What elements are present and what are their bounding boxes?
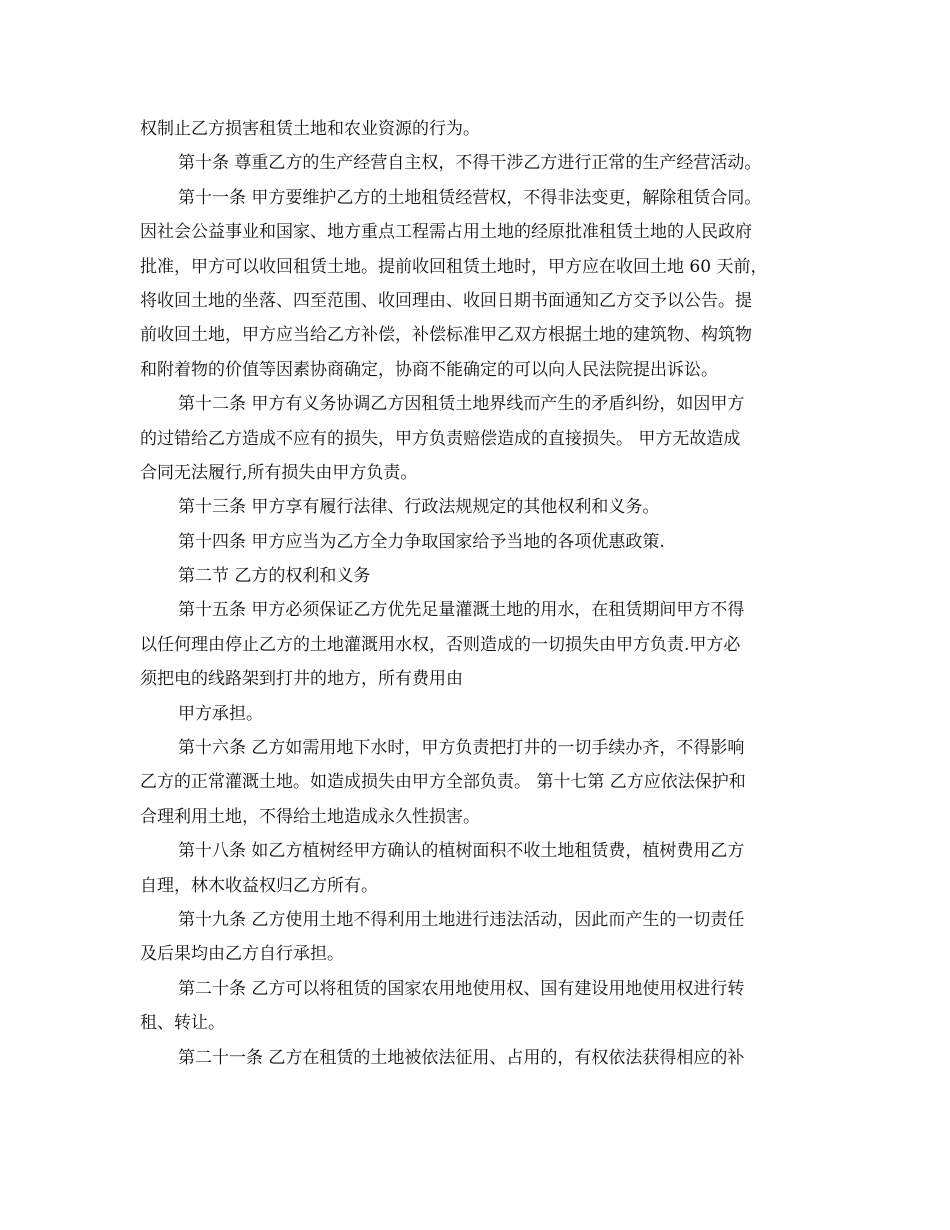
text-line: 将收回土地的坐落、四至范围、收回理由、收回日期书面通知乙方交予以公告。提 — [140, 290, 752, 311]
text-line: 甲方承担。 — [178, 703, 263, 724]
text-line: 权制止乙方损害租赁土地和农业资源的行为。 — [140, 119, 480, 139]
text-line: 第十条 尊重乙方的生产经营自主权，不得干涉乙方进行正常的生产经营活动。 — [178, 153, 762, 174]
text-line: 和附着物的价值等因素协商确定，协商不能确定的可以向人民法院提出诉讼。 — [140, 359, 718, 380]
text-line: 租、转让。 — [140, 1013, 225, 1034]
text-line: 第十六条 乙方如需用地下水时，甲方负责把打井的一切手续办齐，不得影响 — [178, 738, 745, 759]
text-line: 合理利用土地，不得给土地造成永久性损害。 — [140, 806, 480, 827]
text-line: 前收回土地，甲方应当给乙方补偿，补偿标准甲乙双方根据土地的建筑物、构筑物 — [140, 325, 752, 346]
text-line: 自理，林木收益权归乙方所有。 — [140, 875, 378, 896]
text-line: 合同无法履行,所有损失由甲方负责。 — [140, 462, 418, 483]
text-line: 第二十一条 乙方在租赁的土地被依法征用、占用的，有权依法获得相应的补 — [178, 1047, 745, 1068]
text-line: 及后果均由乙方自行承担。 — [140, 944, 344, 965]
text-line: 第二十条 乙方可以将租赁的国家农用地使用权、国有建设用地使用权进行转 — [178, 978, 745, 999]
text-line: 须把电的线路架到打井的地方，所有费用由 — [140, 669, 463, 690]
text-line: 的过错给乙方造成不应有的损失，甲方负责赔偿造成的直接损失。 甲方无故造成 — [140, 428, 741, 449]
text-line: 乙方的正常灌溉土地。如造成损失由甲方全部负责。 第十七第 乙方应依法保护和 — [140, 772, 746, 793]
text-line: 第十五条 甲方必须保证乙方优先足量灌溉土地的用水，在租赁期间甲方不得 — [178, 600, 745, 621]
document-body — [140, 112, 820, 1075]
text-line: 批准，甲方可以收回租赁土地。提前收回租赁土地时，甲方应在收回土地 60 天前， — [140, 256, 768, 277]
text-line: 第十一条 甲方要维护乙方的土地租赁经营权，不得非法变更，解除租赁合同。 — [178, 187, 762, 208]
text-line: 以任何理由停止乙方的土地灌溉用水权，否则造成的一切损失由甲方负责.甲方必 — [140, 634, 741, 655]
text-line: 第十三条 甲方享有履行法律、行政法规规定的其他权利和义务。 — [178, 497, 660, 518]
text-line: 第十二条 甲方有义务协调乙方因租赁土地界线而产生的矛盾纠纷，如因甲方 — [178, 394, 745, 415]
text-line: 第十八条 如乙方植树经甲方确认的植树面积不收土地租赁费，植树费用乙方 — [178, 841, 745, 862]
text-line: 第十四条 甲方应当为乙方全力争取国家给予当地的各项优惠政策. — [178, 531, 665, 552]
text-line: 第十九条 乙方使用土地不得利用土地进行违法活动，因此而产生的一切责任 — [178, 909, 745, 930]
text-line: 第二节 乙方的权利和义务 — [178, 566, 371, 587]
text-line: 因社会公益事业和国家、地方重点工程需占用土地的经原批准租赁土地的人民政府 — [140, 222, 752, 243]
